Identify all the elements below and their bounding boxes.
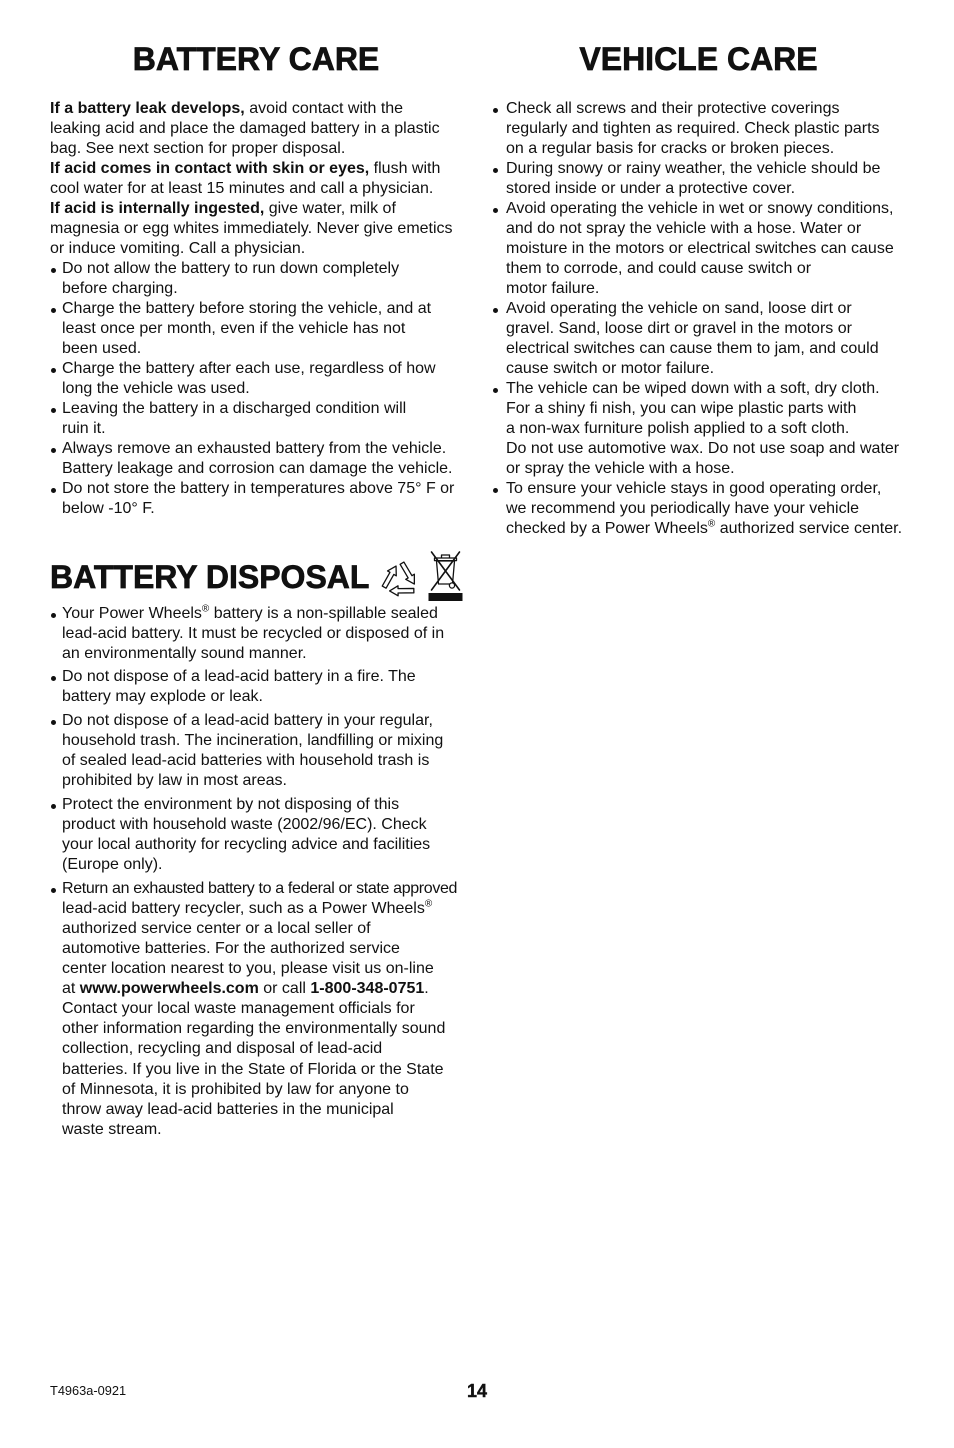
item-text: To ensure your vehicle stays in good operating order, we recommend you periodically have your vehicle checked by a Power Wheels [506, 480, 882, 538]
list-item [50, 711, 465, 791]
bullet-marker [51, 368, 56, 373]
bullet-marker [493, 388, 498, 393]
list-item [50, 299, 465, 359]
item-text: Avoid operating the vehicle on sand, loose dirt or gravel. Sand, loose dirt or gravel in the motors or electrical switches can cause them to jam, and could cause switch or motor failure. [506, 299, 879, 378]
vehicle-care-heading: VEHICLE CARE [579, 41, 818, 77]
registered-mark: ® [707, 519, 716, 531]
item-text: Charge the battery after each use, regardless of how long the vehicle was used. [62, 360, 436, 398]
list-item [50, 604, 465, 664]
item-text: Protect the environment by not disposing of this product with household waste (2002/96/EC). Check your local authority for recycling advice and facilities (Europe only). [62, 795, 431, 874]
list-item [50, 259, 465, 299]
bullet-marker [51, 720, 56, 725]
item-text-continued: authorized service center or a local seller of automotive batteries. For the authorized service center location nearest to you, please visit us on-line at [62, 919, 434, 998]
list-item [50, 667, 465, 707]
list-item [50, 795, 465, 875]
bullet-marker [51, 268, 56, 273]
item-text-continued: authorized service center. [715, 520, 903, 538]
bullet-marker [51, 448, 56, 453]
bullet-marker [51, 488, 56, 493]
list-item [50, 399, 465, 439]
item-text: Always remove an exhausted battery from the vehicle. Battery leakage and corrosion can damage the vehicle. [62, 440, 453, 478]
registered-mark: ® [424, 898, 433, 910]
page-number: 14 [466, 1381, 488, 1401]
warning-ingested [50, 199, 465, 259]
item-text-or-call: or call [258, 980, 311, 998]
list-item [50, 879, 465, 1140]
bullet-marker [51, 408, 56, 413]
warning-skin-eyes [50, 159, 465, 199]
list-item [50, 359, 465, 399]
item-text-end: . Contact your local waste management officials for other information regarding the environmentally sound collection, recycling and disposal of lead-acid batteries. If you live in the State of Florida or the State of Minnesota, it is prohibited by law for anyone to throw away lead-acid batteries in the municipal waste stream. [62, 980, 446, 1138]
item-text: Do not dispose of a lead-acid battery in a fire. The battery may explode or leak. [62, 668, 416, 706]
list-item [492, 479, 906, 539]
list-item [492, 99, 906, 159]
warning-text: avoid contact with the leaking acid and place the damaged battery in a plastic bag. See next section for proper disposal. [50, 99, 440, 157]
battery-care-heading: BATTERY CARE [132, 41, 380, 77]
warning-lead: If a battery leak develops, [50, 99, 245, 117]
vehicle-care-section [492, 99, 906, 540]
list-item [492, 379, 906, 479]
crossed-out-wheelie-bin-icon [427, 548, 464, 602]
item-text: The vehicle can be wiped down with a soft, dry cloth. For a shiny fi nish, you can wipe plastic parts with a non-wax furniture polish applied to a soft cloth. Do not use automotive wax. Do not use soap and water or spray the vehicle with a hose. [506, 380, 900, 478]
item-text-first-line: Return an exhausted battery to a federal or state approved [62, 879, 458, 897]
list-item [50, 479, 465, 519]
bullet-marker [51, 804, 56, 809]
list-item [492, 199, 906, 299]
website-address: www.powerwheels.com [79, 980, 259, 998]
item-text: Leaving the battery in a discharged condition will ruin it. [62, 400, 407, 438]
item-text: lead-acid battery recycler, such as a Power Wheels [62, 899, 425, 917]
warning-text: give water, milk of magnesia or egg whites immediately. Never give emetics or induce vomiting. Call a physician. [50, 199, 453, 257]
warning-lead: If acid comes in contact with skin or eyes, [50, 159, 370, 177]
bullet-marker [493, 488, 498, 493]
recycle-icon [377, 555, 423, 599]
phone-number: 1-800-348-0751 [310, 980, 425, 998]
bullet-marker [493, 208, 498, 213]
document-code: T4963a-0921 [50, 1383, 127, 1398]
list-item [50, 439, 465, 479]
item-text: Avoid operating the vehicle in wet or snowy conditions, and do not spray the vehicle with a hose. Water or moisture in the motors or electrical switches can cause them to corrode, and could cause switch or motor failure. [506, 199, 894, 297]
list-item [492, 299, 906, 379]
battery-disposal-section [50, 604, 465, 1140]
bullet-marker [51, 613, 56, 618]
battery-care-section [50, 99, 465, 520]
item-text: Your Power Wheels [62, 604, 202, 622]
item-text-continued: battery is a non-spillable sealed lead-acid battery. It must be recycled or disposed of in an environmentally sound manner. [62, 604, 445, 662]
item-text: Do not store the battery in temperatures above 75° F or below -10° F. [62, 480, 455, 518]
item-text: During snowy or rainy weather, the vehicle should be stored inside or under a protective cover. [506, 159, 881, 197]
item-text: Do not dispose of a lead-acid battery in your regular, household trash. The incineration, landfilling or mixing of sealed lead-acid batteries with household trash is prohibited by law in most areas. [62, 711, 444, 790]
registered-mark: ® [201, 603, 210, 615]
bullet-marker [493, 108, 498, 113]
warning-battery-leak [50, 99, 465, 159]
bullet-marker [493, 168, 498, 173]
item-text: Check all screws and their protective coverings regularly and tighten as required. Check plastic parts on a regular basis for cracks or broken pieces. [506, 99, 880, 157]
item-text: Do not allow the battery to run down completely before charging. [62, 259, 400, 297]
bullet-marker [51, 308, 56, 313]
warning-text: flush with cool water for at least 15 minutes and call a physician. [50, 159, 441, 197]
bullet-marker [493, 308, 498, 313]
bullet-marker [51, 888, 56, 893]
list-item [492, 159, 906, 199]
item-text: Charge the battery before storing the vehicle, and at least once per month, even if the vehicle has not been used. [62, 299, 432, 358]
bullet-marker [51, 676, 56, 681]
warning-lead: If acid is internally ingested, [50, 199, 265, 217]
battery-disposal-heading: BATTERY DISPOSAL [50, 559, 370, 595]
